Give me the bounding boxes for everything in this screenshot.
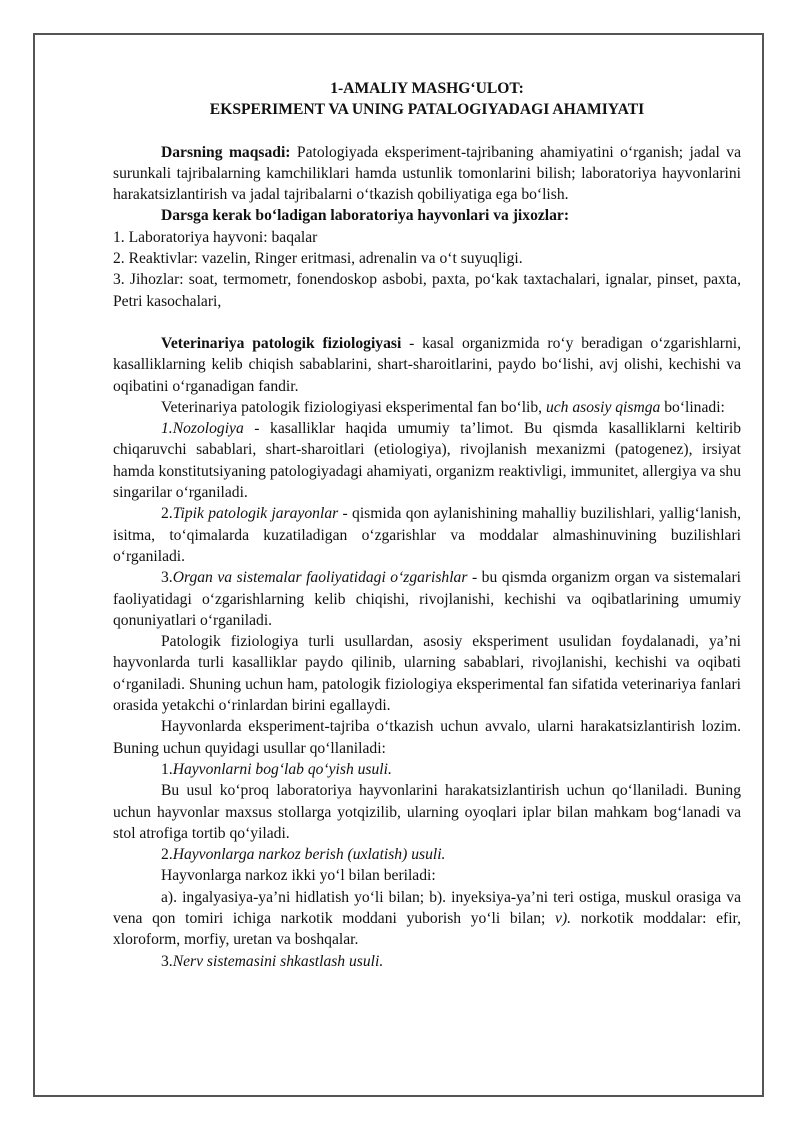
part-paragraph — [113, 503, 741, 567]
goal-paragraph — [113, 142, 741, 206]
method-name: Hayvonlarga narkoz berish (uxlatish) usuli. — [172, 846, 446, 864]
method-number: 1. — [161, 760, 173, 778]
part-text: - kasalliklar haqida umumiy ta’limot. Bu qismda kasalliklarni keltirib chiqaruvchi sabablari, shart-sharoitlari (etiologiya), rivojlanish mexanizmi (patogenez), irsiyat hamda konstitutsiyaning patologiyadagi ahamiyati, organizm reaktivligi, immunitet, allergiya va shu singarilar o‘rganiladi. — [113, 420, 741, 502]
parts-intro-paragraph — [113, 397, 741, 418]
part-paragraph — [113, 418, 741, 503]
method-name: Nerv sistemasini shkastlash usuli. — [172, 952, 384, 970]
method-number: 2. — [161, 846, 173, 864]
equipment-item: 3. Jihozlar: soat, termometr, fonendoskop asbobi, paxta, po‘kak taxtachalari, ignalar, pinset, paxta, Petri kasochalari, — [113, 271, 741, 310]
method-2-v-label: v). — [555, 909, 572, 927]
part-text: - bu qismda organizm organ va sistemalari faoliyatidagi o‘zgarishlarning kelib chiqishi, rivojlanishi, kechishi va oqibatlarining umumiy qonuniyatlari o‘rganiladi. — [113, 569, 741, 629]
method-paragraph: Patologik fiziologiya turli usullardan, asosiy eksperiment usulidan foydalanadi, ya’ni hayvonlarda turli kasalliklar paydo qilinib, ularning sabablari, rivojlanishi, kechishi va oqibati o‘rganiladi. Shuning uchun ham, patologik fiziologiya eksperimental fan sifatida veterinariya fanlari orasida yetakchi o‘rinlardan birini egallaydi. — [113, 633, 741, 715]
part-name: Organ va sistemalar faoliyatidagi o‘zgarishlar — [172, 569, 468, 587]
parts-intro-tail: bo‘linadi: — [660, 398, 725, 416]
method-1-heading — [113, 759, 741, 780]
method-2-text-a: a). ingalyasiya-ya’ni hidlatish yo‘li bilan; b). inyeksiya-ya’ni teri ostiga, muskul orasiga va vena qon tomiri ichiga narkotik moddani yuborish yo‘li bilan; — [113, 888, 741, 927]
part-number: 1. — [161, 420, 173, 438]
part-number: 3. — [161, 569, 173, 587]
method-2-v-text: norkotik moddalar: efir, xloroform, morfiy, uretan va boshqalar. — [113, 909, 741, 949]
part-name: Tipik patologik jarayonlar — [172, 505, 339, 523]
method-2-heading — [113, 844, 741, 865]
goal-label: Darsning maqsadi: — [161, 143, 291, 161]
equipment-item: 2. Reaktivlar: vazelin, Ringer eritmasi, adrenalin va o‘t suyuqligi. — [113, 250, 523, 268]
parts-intro-text: Veterinariya patologik fiziologiyasi eksperimental fan bo‘lib, — [161, 398, 546, 416]
document-body — [113, 78, 741, 972]
method-2-text — [113, 887, 741, 951]
title-line-1: 1-AMALIY MASHG‘ULOT: — [330, 80, 524, 97]
method-number: 3. — [161, 952, 173, 970]
part-name: Nozologiya — [172, 420, 244, 438]
equipment-heading: Darsga kerak bo‘ladigan laboratoriya hayvonlari va jixozlar: — [161, 207, 570, 225]
immobilization-paragraph: Hayvonlarda eksperiment-tajriba o‘tkazish uchun avvalo, ularni harakatsizlantirish lozim. Buning uchun quyidagi usullar qo‘llaniladi: — [113, 718, 741, 757]
method-1-text: Bu usul ko‘proq laboratoriya hayvonlarini harakatsizlantirish uchun qo‘llaniladi. Buning uchun hayvonlar maxsus stollarga yotqizilib, ularning oyoqlari iplar bilan mahkam bog‘lanadi va stol atrofiga tortib qo‘yiladi. — [113, 782, 741, 842]
equipment-item: 1. Laboratoriya hayvoni: baqalar — [113, 228, 318, 246]
page-title — [113, 78, 741, 121]
part-number: 2. — [161, 505, 173, 523]
definition-text: - kasal organizmida ro‘y beradigan o‘zgarishlarni, kasalliklarning kelib chiqish sabablarini, shart-sharoitlarini, paydo bo‘lishi, avj olishi, kechishi va oqibatini o‘rganadigan fandir. — [113, 334, 741, 395]
definition-term: Veterinariya patologik fiziologiyasi — [161, 334, 402, 352]
part-paragraph — [113, 567, 741, 631]
method-name: Hayvonlarni bog‘lab qo‘yish usuli. — [172, 760, 392, 778]
parts-intro-italic: uch asosiy qismga — [545, 398, 661, 416]
definition-paragraph — [113, 333, 741, 397]
goal-text: Patologiyada eksperiment-tajribaning ahamiyatini o‘rganish; jadal va surunkali tajribalarning kamchiliklari hamda ustunlik tomonlarini bilish; laboratoriya hayvonlarini harakatsizlantirish va jadal tajribalarni o‘tkazish qobiliyatiga ega bo‘lish. — [113, 143, 741, 204]
method-2-intro: Hayvonlarga narkoz ikki yo‘l bilan beriladi: — [161, 867, 436, 885]
title-line-2: EKSPERIMENT VA UNING PATALOGIYADAGI AHAMIYATI — [209, 101, 645, 119]
method-3-heading — [113, 951, 741, 972]
part-text: - qismida qon aylanishining mahalliy buzilishlari, yallig‘lanish, isitma, to‘qimalarda kuzatiladigan o‘zgarishlar va moddalar almashinuvining buzilishlari o‘rganiladi. — [113, 505, 741, 565]
